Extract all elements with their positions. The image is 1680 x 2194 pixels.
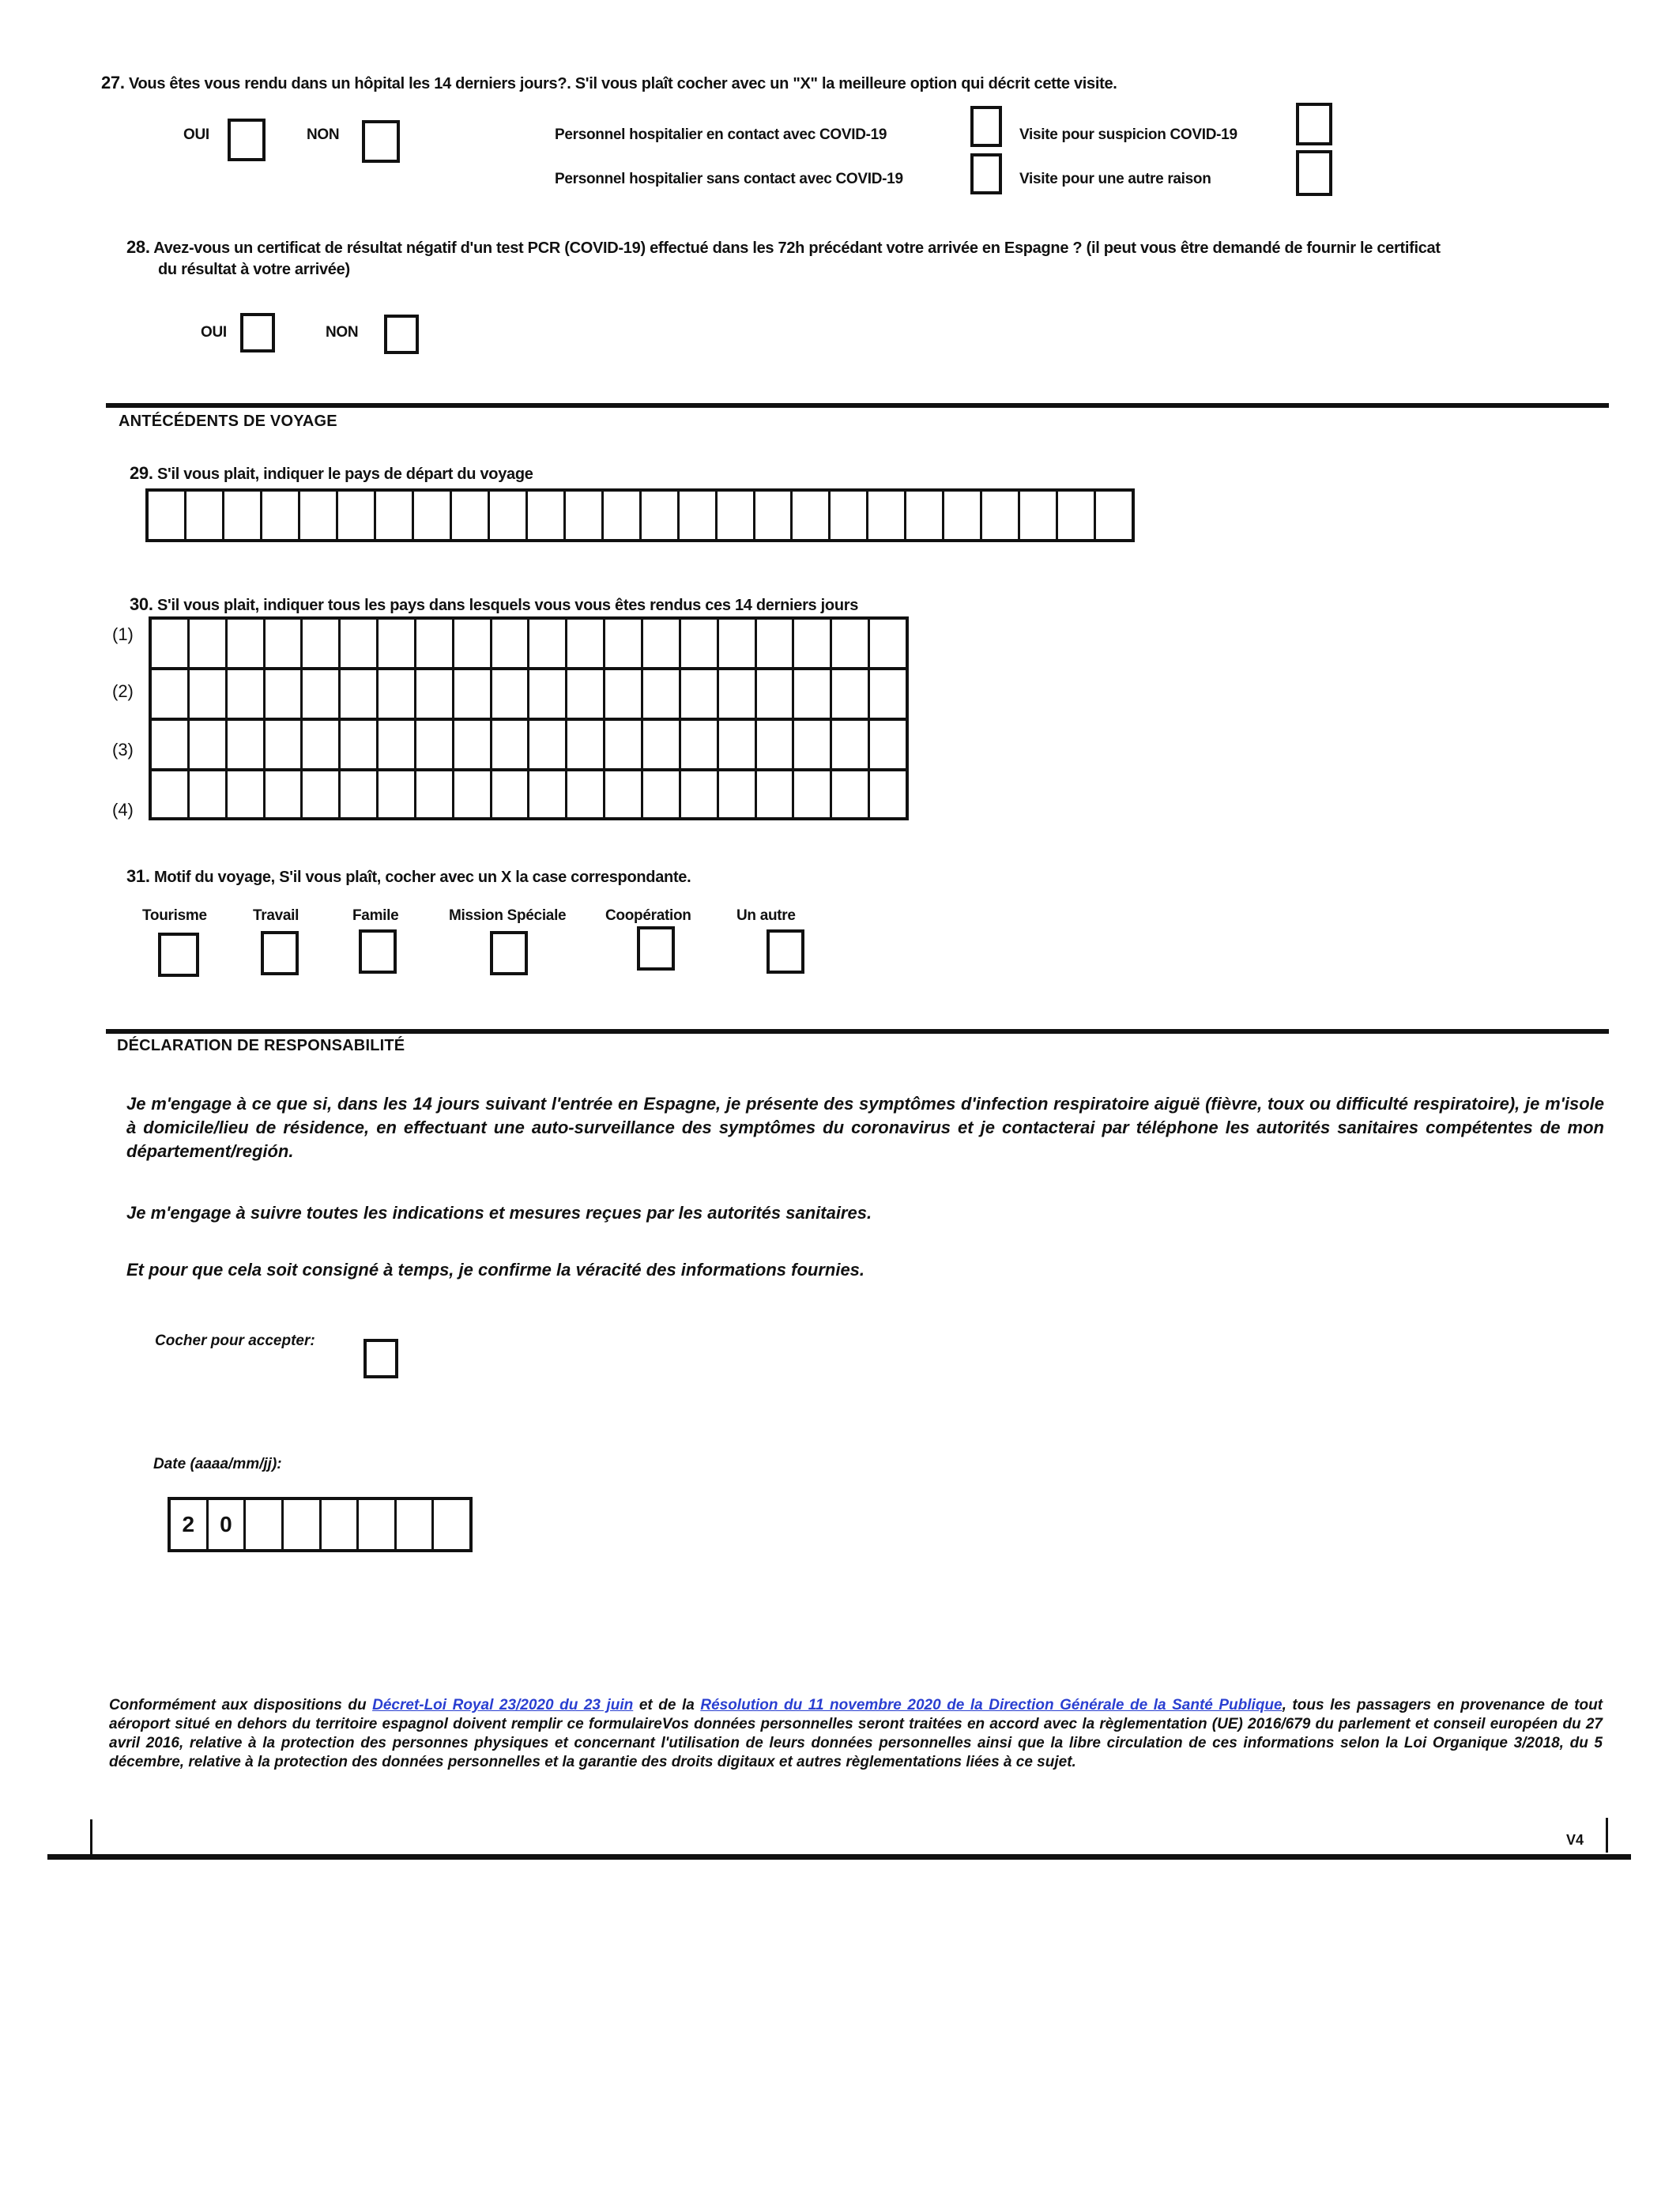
q29-number: 29. <box>130 463 153 483</box>
q31-option-work-checkbox[interactable] <box>261 931 299 975</box>
char-cell[interactable] <box>719 670 757 718</box>
char-cell[interactable] <box>492 620 530 667</box>
char-cell[interactable] <box>228 771 266 817</box>
q31-text: Motif du voyage, S'il vous plaît, cocher avec un X la case correspondante. <box>153 869 691 886</box>
q31-option-family-checkbox[interactable] <box>359 929 397 974</box>
char-cell[interactable] <box>341 620 379 667</box>
char-cell[interactable] <box>794 771 832 817</box>
char-cell[interactable] <box>379 771 416 817</box>
char-cell[interactable] <box>643 721 681 768</box>
char-cell[interactable] <box>528 492 566 539</box>
char-cell[interactable] <box>338 492 376 539</box>
char-cell[interactable] <box>152 771 190 817</box>
char-cell[interactable] <box>266 771 303 817</box>
char-cell[interactable] <box>416 670 454 718</box>
date-label: Date (aaaa/mm/jj): <box>153 1456 282 1472</box>
char-cell[interactable] <box>718 492 755 539</box>
q29-text: S'il vous plait, indiquer le pays de départ du voyage <box>156 466 533 483</box>
q30-country-field-3[interactable] <box>149 718 909 771</box>
char-cell[interactable] <box>681 721 719 768</box>
char-cell[interactable] <box>870 620 906 667</box>
q27-no-label: NON <box>307 126 340 143</box>
date-digit <box>284 1500 322 1549</box>
q30-country-field-4[interactable] <box>149 768 909 820</box>
char-cell[interactable] <box>868 492 906 539</box>
char-cell[interactable] <box>832 721 870 768</box>
char-cell[interactable] <box>266 670 303 718</box>
footer-text-part: et de la <box>633 1697 701 1713</box>
char-cell[interactable] <box>832 670 870 718</box>
char-cell[interactable] <box>605 620 643 667</box>
q29-title <box>130 463 533 484</box>
q28-yes-checkbox[interactable] <box>240 313 275 352</box>
char-cell[interactable] <box>719 721 757 768</box>
char-cell[interactable] <box>379 670 416 718</box>
char-cell[interactable] <box>681 670 719 718</box>
char-cell[interactable] <box>680 492 718 539</box>
char-cell[interactable] <box>642 492 680 539</box>
char-cell[interactable] <box>567 670 605 718</box>
q29-departure-country-field[interactable] <box>145 488 1135 542</box>
char-cell[interactable] <box>379 721 416 768</box>
char-cell[interactable] <box>454 771 492 817</box>
q27-option-suspicion-label: Visite pour suspicion COVID-19 <box>1019 126 1237 143</box>
section-declaration-rule <box>106 1029 1609 1034</box>
q27-option-suspicion-checkbox[interactable] <box>1296 103 1332 145</box>
char-cell[interactable] <box>341 771 379 817</box>
accept-checkbox[interactable] <box>363 1339 398 1378</box>
date-digit <box>397 1500 435 1549</box>
q28-no-label: NON <box>326 324 359 341</box>
q27-text: Vous êtes vous rendu dans un hôpital les 14 derniers jours?. S'il vous plaît cocher avec un "X" la meilleure option qui décrit cette visite. <box>128 75 1117 92</box>
char-cell[interactable] <box>793 492 831 539</box>
footer-right-tick <box>1606 1818 1608 1853</box>
char-cell[interactable] <box>228 670 266 718</box>
char-cell[interactable] <box>228 721 266 768</box>
char-cell[interactable] <box>643 670 681 718</box>
date-digit <box>246 1500 284 1549</box>
char-cell[interactable] <box>605 771 643 817</box>
q28-number: 28. <box>126 237 150 257</box>
declaration-paragraph-2: Je m'engage à suivre toutes les indications et mesures reçues par les autorités sanitaires. <box>126 1203 872 1223</box>
char-cell[interactable] <box>152 620 190 667</box>
char-cell[interactable] <box>681 620 719 667</box>
q28-title-line2: du résultat à votre arrivée) <box>158 261 350 278</box>
footer-left-tick <box>90 1819 92 1854</box>
char-cell[interactable] <box>870 771 906 817</box>
q31-option-tourism-checkbox[interactable] <box>158 933 199 977</box>
char-cell[interactable] <box>757 721 795 768</box>
q31-option-cooperation-checkbox[interactable] <box>637 926 675 971</box>
char-cell[interactable] <box>454 620 492 667</box>
q27-no-checkbox[interactable] <box>362 120 400 163</box>
q27-option-other-checkbox[interactable] <box>1296 150 1332 196</box>
date-digit <box>322 1500 360 1549</box>
q31-option-cooperation-label: Coopération <box>605 907 691 924</box>
q27-option-other-label: Visite pour une autre raison <box>1019 171 1211 187</box>
char-cell[interactable] <box>567 721 605 768</box>
char-cell[interactable] <box>492 721 530 768</box>
q28-yes-label: OUI <box>201 324 227 341</box>
char-cell[interactable] <box>490 492 528 539</box>
char-cell[interactable] <box>605 670 643 718</box>
footer-link-royal-decree[interactable]: Décret-Loi Royal 23/2020 du 23 juin <box>372 1697 634 1713</box>
legal-footer-text <box>109 1696 1603 1772</box>
q30-row-label-4: (4) <box>112 800 134 820</box>
char-cell[interactable] <box>944 492 982 539</box>
char-cell[interactable] <box>1020 492 1058 539</box>
q31-option-other-label: Un autre <box>736 907 796 924</box>
date-field[interactable] <box>168 1497 473 1552</box>
char-cell[interactable] <box>566 492 604 539</box>
q30-country-field-1[interactable] <box>149 616 909 670</box>
q31-option-special-mission-checkbox[interactable] <box>490 931 528 975</box>
char-cell[interactable] <box>757 670 795 718</box>
char-cell[interactable] <box>152 670 190 718</box>
char-cell[interactable] <box>529 670 567 718</box>
char-cell[interactable] <box>454 721 492 768</box>
version-label: V4 <box>1566 1832 1584 1848</box>
date-digit <box>434 1500 469 1549</box>
char-cell[interactable] <box>832 771 870 817</box>
q31-option-special-mission-label: Mission Spéciale <box>449 907 567 924</box>
char-cell[interactable] <box>681 771 719 817</box>
char-cell[interactable] <box>190 771 228 817</box>
char-cell[interactable] <box>152 721 190 768</box>
char-cell[interactable] <box>529 771 567 817</box>
footer-text-part: , tous les passagers en provenance de tout aéroport situé en dehors du territoire espagnol doivent remplir ce formulaireVos données personnelles seront traitées en accord avec la règlementation (UE) 2016/679 du parlement et conseil européen du 27 avril 2016, relative à la protection des personnes physiques et concernant l'utilisation de leurs données personnelles ainsi que la libre circulation de ces informations selon la Loi Organique 3/2018, du 5 décembre, relative à la protection des données personnelles et la garantie des droits digitaux et autres règlementations liées à ce sujet. <box>109 1697 1603 1770</box>
q28-title-line1 <box>126 237 1441 258</box>
char-cell[interactable] <box>303 721 341 768</box>
q30-row-label-3: (3) <box>112 740 134 760</box>
char-cell[interactable] <box>303 771 341 817</box>
accept-label: Cocher pour accepter: <box>155 1333 315 1349</box>
q27-title <box>101 73 1117 93</box>
q30-number: 30. <box>130 594 153 614</box>
char-cell[interactable] <box>757 771 795 817</box>
char-cell[interactable] <box>262 492 300 539</box>
q27-option-staff-contact-checkbox[interactable] <box>970 106 1002 147</box>
q30-title <box>130 594 858 615</box>
char-cell[interactable] <box>832 620 870 667</box>
q31-number: 31. <box>126 866 150 886</box>
char-cell[interactable] <box>529 721 567 768</box>
char-cell[interactable] <box>149 492 186 539</box>
char-cell[interactable] <box>414 492 452 539</box>
char-cell[interactable] <box>452 492 490 539</box>
char-cell[interactable] <box>643 620 681 667</box>
section-travel-rule <box>106 403 1609 408</box>
char-cell[interactable] <box>300 492 338 539</box>
q31-title <box>126 866 691 887</box>
char-cell[interactable] <box>454 670 492 718</box>
char-cell[interactable] <box>416 771 454 817</box>
char-cell[interactable] <box>794 620 832 667</box>
section-declaration-heading: DÉCLARATION DE RESPONSABILITÉ <box>117 1037 405 1054</box>
section-travel-heading: ANTÉCÉDENTS DE VOYAGE <box>119 413 337 430</box>
char-cell[interactable] <box>190 620 228 667</box>
footer-bottom-rule <box>47 1854 1631 1860</box>
char-cell[interactable] <box>190 721 228 768</box>
char-cell[interactable] <box>416 721 454 768</box>
char-cell[interactable] <box>376 492 414 539</box>
q30-country-field-2[interactable] <box>149 667 909 721</box>
declaration-paragraph-3: Et pour que cela soit consigné à temps, je confirme la véracité des informations fournies. <box>126 1260 865 1280</box>
char-cell[interactable] <box>755 492 793 539</box>
q28-text: Avez-vous un certificat de résultat négatif d'un test PCR (COVID-19) effectué dans les 72h précédant votre arrivée en Espagne ? (il peut vous être demandé de fournir le certificat <box>153 239 1441 257</box>
char-cell[interactable] <box>529 620 567 667</box>
date-digit: 2 <box>171 1500 209 1549</box>
q27-yes-checkbox[interactable] <box>228 119 266 161</box>
char-cell[interactable] <box>870 721 906 768</box>
char-cell[interactable] <box>567 620 605 667</box>
char-cell[interactable] <box>379 620 416 667</box>
char-cell[interactable] <box>605 721 643 768</box>
char-cell[interactable] <box>186 492 224 539</box>
char-cell[interactable] <box>719 620 757 667</box>
char-cell[interactable] <box>341 670 379 718</box>
declaration-paragraph-1: Je m'engage à ce que si, dans les 14 jours suivant l'entrée en Espagne, je présente des symptômes d'infection respiratoire aiguë (fièvre, toux ou difficulté respiratoire), je m'isole à domicile/lieu de résidence, en effectuant une auto-surveillance des symptômes du coronavirus et je contacterai par téléphone les autorités sanitaires compétentes de mon département/región. <box>126 1094 1604 1161</box>
char-cell[interactable] <box>492 771 530 817</box>
char-cell[interactable] <box>266 721 303 768</box>
q27-option-staff-nocontact-label: Personnel hospitalier sans contact avec COVID-19 <box>555 171 903 187</box>
date-digit: 0 <box>209 1500 247 1549</box>
q28-no-checkbox[interactable] <box>384 315 419 354</box>
char-cell[interactable] <box>870 670 906 718</box>
char-cell[interactable] <box>303 620 341 667</box>
char-cell[interactable] <box>492 670 530 718</box>
char-cell[interactable] <box>303 670 341 718</box>
char-cell[interactable] <box>794 721 832 768</box>
char-cell[interactable] <box>831 492 868 539</box>
char-cell[interactable] <box>341 721 379 768</box>
char-cell[interactable] <box>643 771 681 817</box>
q30-row-label-2: (2) <box>112 681 134 701</box>
char-cell[interactable] <box>190 670 228 718</box>
char-cell[interactable] <box>719 771 757 817</box>
char-cell[interactable] <box>1096 492 1132 539</box>
char-cell[interactable] <box>228 620 266 667</box>
q27-option-staff-contact-label: Personnel hospitalier en contact avec COVID-19 <box>555 126 887 143</box>
q27-number: 27. <box>101 73 125 92</box>
date-digit <box>359 1500 397 1549</box>
footer-link-resolution[interactable]: Résolution du 11 novembre 2020 de la Direction Générale de la Santé Publique <box>700 1697 1283 1713</box>
char-cell[interactable] <box>416 620 454 667</box>
q31-option-tourism-label: Tourisme <box>142 907 207 924</box>
q31-option-work-label: Travail <box>253 907 299 924</box>
q31-option-other-checkbox[interactable] <box>767 929 804 974</box>
char-cell[interactable] <box>794 670 832 718</box>
q27-option-staff-nocontact-checkbox[interactable] <box>970 153 1002 194</box>
footer-text-part: Conformément aux dispositions du <box>109 1697 373 1713</box>
char-cell[interactable] <box>982 492 1020 539</box>
q30-text: S'il vous plait, indiquer tous les pays dans lesquels vous vous êtes rendus ces 14 derniers jours <box>156 597 859 614</box>
char-cell[interactable] <box>757 620 795 667</box>
char-cell[interactable] <box>224 492 262 539</box>
char-cell[interactable] <box>1058 492 1096 539</box>
char-cell[interactable] <box>567 771 605 817</box>
q27-yes-label: OUI <box>183 126 209 143</box>
char-cell[interactable] <box>266 620 303 667</box>
char-cell[interactable] <box>604 492 642 539</box>
q31-option-family-label: Famile <box>352 907 399 924</box>
q30-row-label-1: (1) <box>112 624 134 644</box>
char-cell[interactable] <box>906 492 944 539</box>
